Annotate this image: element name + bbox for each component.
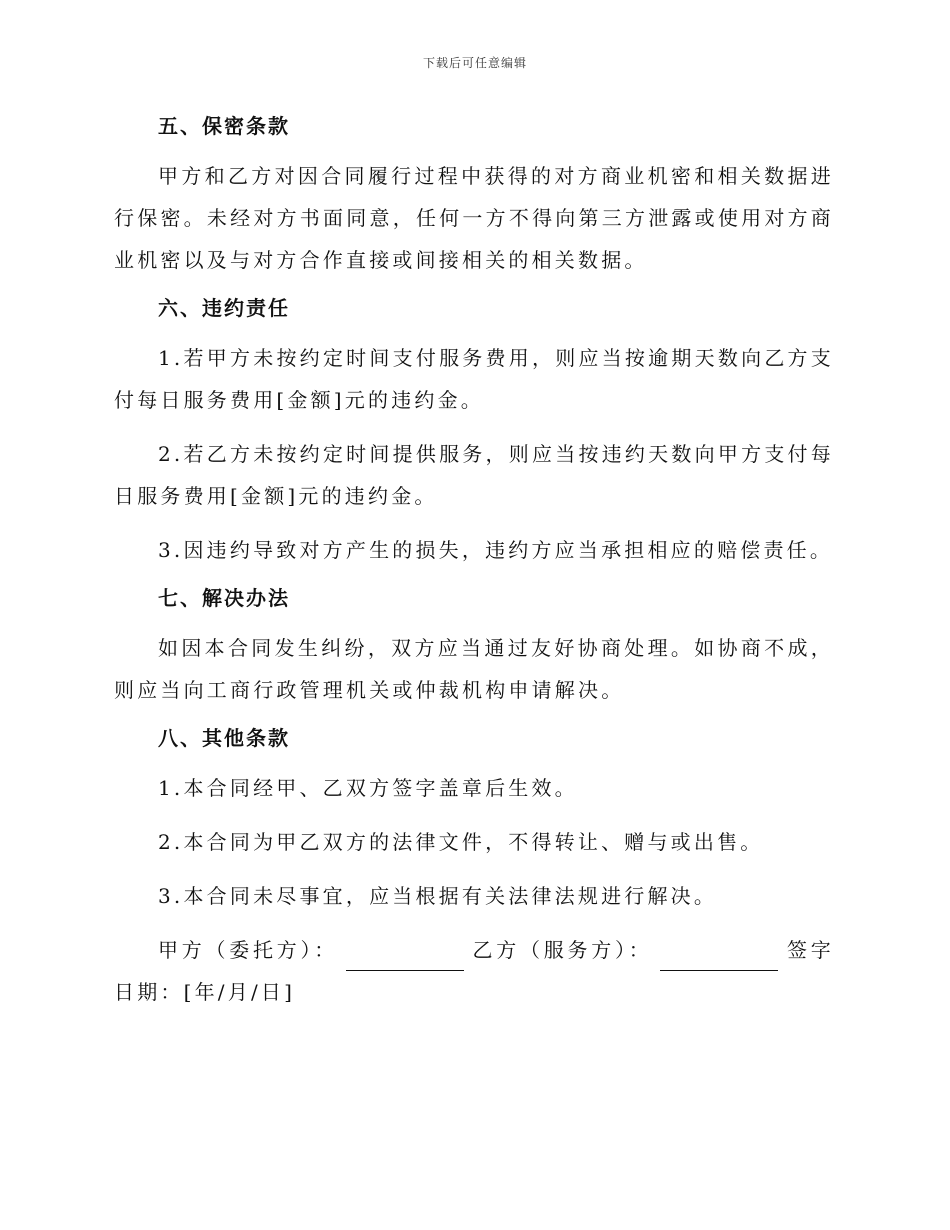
document-body (114, 111, 834, 1025)
section-5-heading: 五、保密条款 (158, 114, 290, 138)
party-b-label: 乙方（服务方）： (471, 938, 653, 962)
sign-date-label: 签字日期： (114, 938, 834, 1004)
party-b-signature-line (660, 948, 778, 971)
section-6-heading: 六、违约责任 (158, 296, 290, 320)
section-8-clause-3: 3.本合同未尽事宜，应当根据有关法律法规进行解决。 (158, 884, 718, 908)
section-5-paragraph: 甲方和乙方对因合同履行过程中获得的对方商业机密和相关数据进行保密。未经对方书面同意，任何一方不得向第三方泄露或使用对方商业机密以及与对方合作直接或间接相关的相关数据。 (114, 164, 834, 272)
section-6-clause-1: 1.若甲方未按约定时间支付服务费用，则应当按逾期天数向乙方支付每日服务费用[金额]元的违约金。 (114, 346, 834, 412)
section-7-paragraph: 如因本合同发生纠纷，双方应当通过友好协商处理。如协商不成，则应当向工商行政管理机关或仲裁机构申请解决。 (114, 636, 834, 702)
section-7-heading: 七、解决办法 (158, 586, 290, 610)
section-8-heading: 八、其他条款 (158, 726, 290, 750)
sign-date-value: [年/月/日] (183, 980, 296, 1004)
section-6-clause-3: 3.因违约导致对方产生的损失，违约方应当承担相应的赔偿责任。 (158, 538, 834, 562)
page-header-note: 下载后可任意编辑 (422, 56, 527, 70)
party-a-label: 甲方（委托方）： (158, 938, 338, 962)
section-8-clause-1: 1.本合同经甲、乙双方签字盖章后生效。 (158, 776, 578, 800)
party-a-signature-line (346, 948, 464, 971)
section-8-clause-2: 2.本合同为甲乙双方的法律文件，不得转让、赠与或出售。 (158, 830, 764, 854)
signature-block (114, 929, 834, 1013)
section-6-clause-2: 2.若乙方未按约定时间提供服务，则应当按违约天数向甲方支付每日服务费用[金额]元的违约金。 (114, 442, 834, 508)
